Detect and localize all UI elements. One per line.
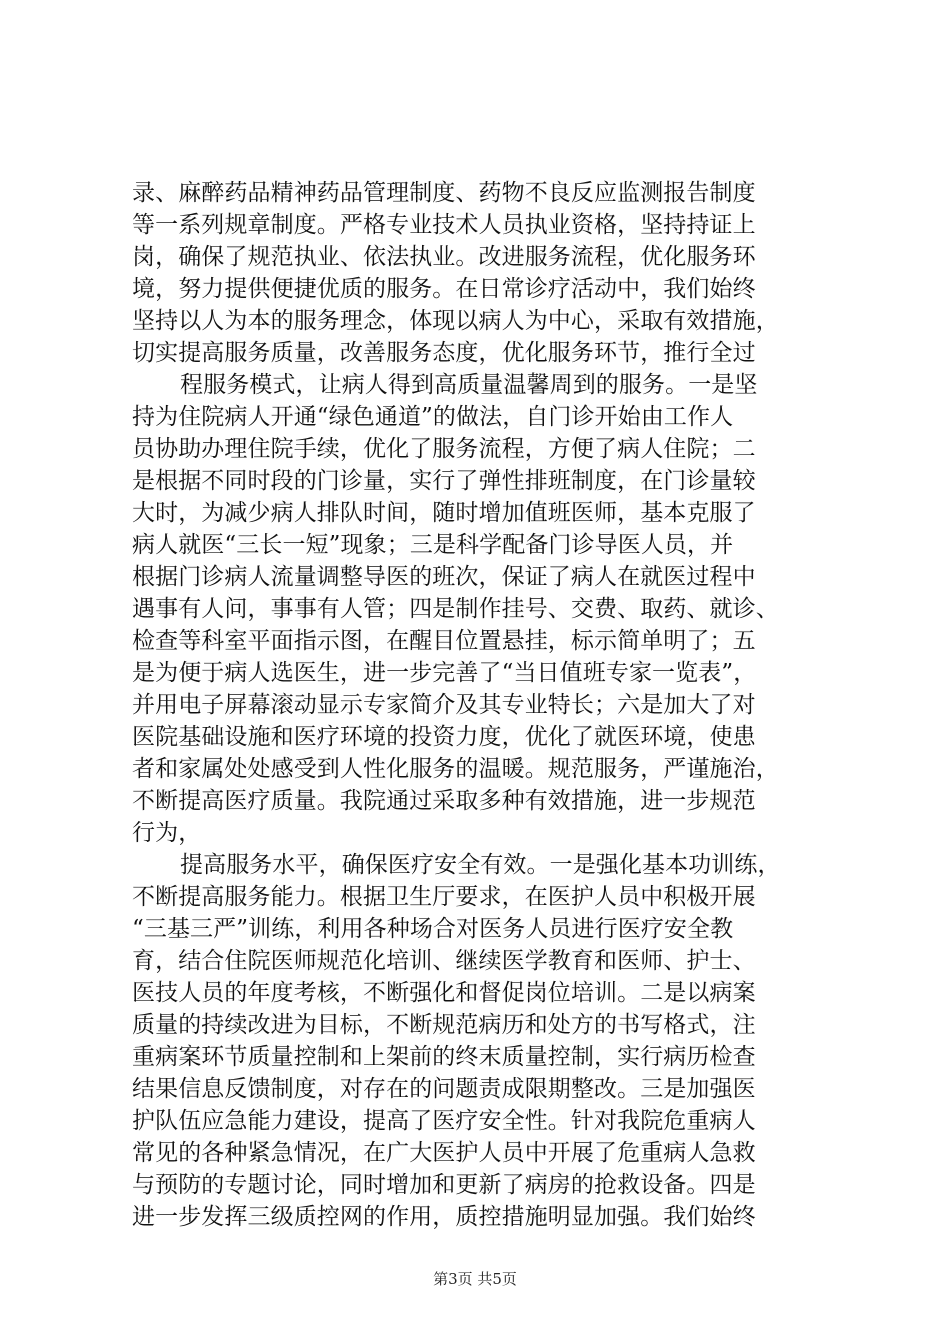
- text-line: 员协助办理住院手续，优化了服务流程，方便了病人住院；二: [132, 436, 756, 462]
- text-line: 病人就医“三长一短”现象；三是科学配备门诊导医人员，并: [132, 532, 734, 558]
- text-line: 等一系列规章制度。严格专业技术人员执业资格，坚持持证上: [132, 212, 756, 238]
- text-line: 切实提高服务质量，改善服务态度，优化服务环节，推行全过: [132, 340, 756, 366]
- text-line: 检查等科室平面指示图，在醒目位置悬挂，标示简单明了；五: [132, 628, 756, 654]
- text-line: 录、麻醉药品精神药品管理制度、药物不良反应监测报告制度: [132, 180, 756, 206]
- text-line: 不断提高服务能力。根据卫生厅要求，在医护人员中积极开展: [132, 884, 756, 910]
- text-line: 坚持以人为本的服务理念，体现以病人为中心，采取有效措施，: [132, 308, 779, 334]
- text-line: 持为住院病人开通“绿色通道”的做法，自门诊开始由工作人: [132, 404, 734, 430]
- text-line: 结果信息反馈制度，对存在的问题责成限期整改。三是加强医: [132, 1076, 756, 1102]
- text-line: 程服务模式，让病人得到高质量温馨周到的服务。一是坚: [180, 372, 758, 398]
- text-line: 提高服务水平，确保医疗安全有效。一是强化基本功训练，: [180, 852, 781, 878]
- text-line: 常见的各种紧急情况，在广大医护人员中开展了危重病人急救: [132, 1140, 756, 1166]
- text-line: 重病案环节质量控制和上架前的终末质量控制，实行病历检查: [132, 1044, 756, 1070]
- text-line: 质量的持续改进为目标，不断规范病历和处方的书写格式，注: [132, 1012, 756, 1038]
- text-line: 医技人员的年度考核，不断强化和督促岗位培训。二是以病案: [132, 980, 756, 1006]
- text-line: 根据门诊病人流量调整导医的班次，保证了病人在就医过程中: [132, 564, 756, 590]
- text-line: 护队伍应急能力建设，提高了医疗安全性。针对我院危重病人: [132, 1108, 756, 1134]
- page-number-footer: 第3页 共5页: [433, 1270, 517, 1288]
- text-line: “三基三严”训练，利用各种场合对医务人员进行医疗安全教: [132, 916, 734, 942]
- text-line: 是根据不同时段的门诊量，实行了弹性排班制度，在门诊量较: [132, 468, 756, 494]
- text-line: 遇事有人问，事事有人管；四是制作挂号、交费、取药、就诊、: [132, 596, 779, 622]
- text-line: 进一步发挥三级质控网的作用，质控措施明显加强。我们始终: [132, 1204, 756, 1230]
- text-line: 者和家属处处感受到人性化服务的温暖。规范服务，严谨施治，: [132, 756, 779, 782]
- text-line: 大时，为减少病人排队时间，随时增加值班医师，基本克服了: [132, 500, 756, 526]
- text-line: 并用电子屏幕滚动显示专家简介及其专业特长；六是加大了对: [132, 692, 756, 718]
- text-line: 岗，确保了规范执业、依法执业。改进服务流程，优化服务环: [132, 244, 756, 270]
- text-line: 医院基础设施和医疗环境的投资力度，优化了就医环境，使患: [132, 724, 756, 750]
- text-line: 行为，: [132, 820, 202, 846]
- text-line: 与预防的专题讨论，同时增加和更新了病房的抢救设备。四是: [132, 1172, 756, 1198]
- text-line: 是为便于病人选医生，进一步完善了“当日值班专家一览表”，: [132, 660, 757, 686]
- text-line: 育，结合住院医师规范化培训、继续医学教育和医师、护士、: [132, 948, 756, 974]
- text-line: 境，努力提供便捷优质的服务。在日常诊疗活动中，我们始终: [132, 276, 756, 302]
- text-line: 不断提高医疗质量。我院通过采取多种有效措施，进一步规范: [132, 788, 756, 814]
